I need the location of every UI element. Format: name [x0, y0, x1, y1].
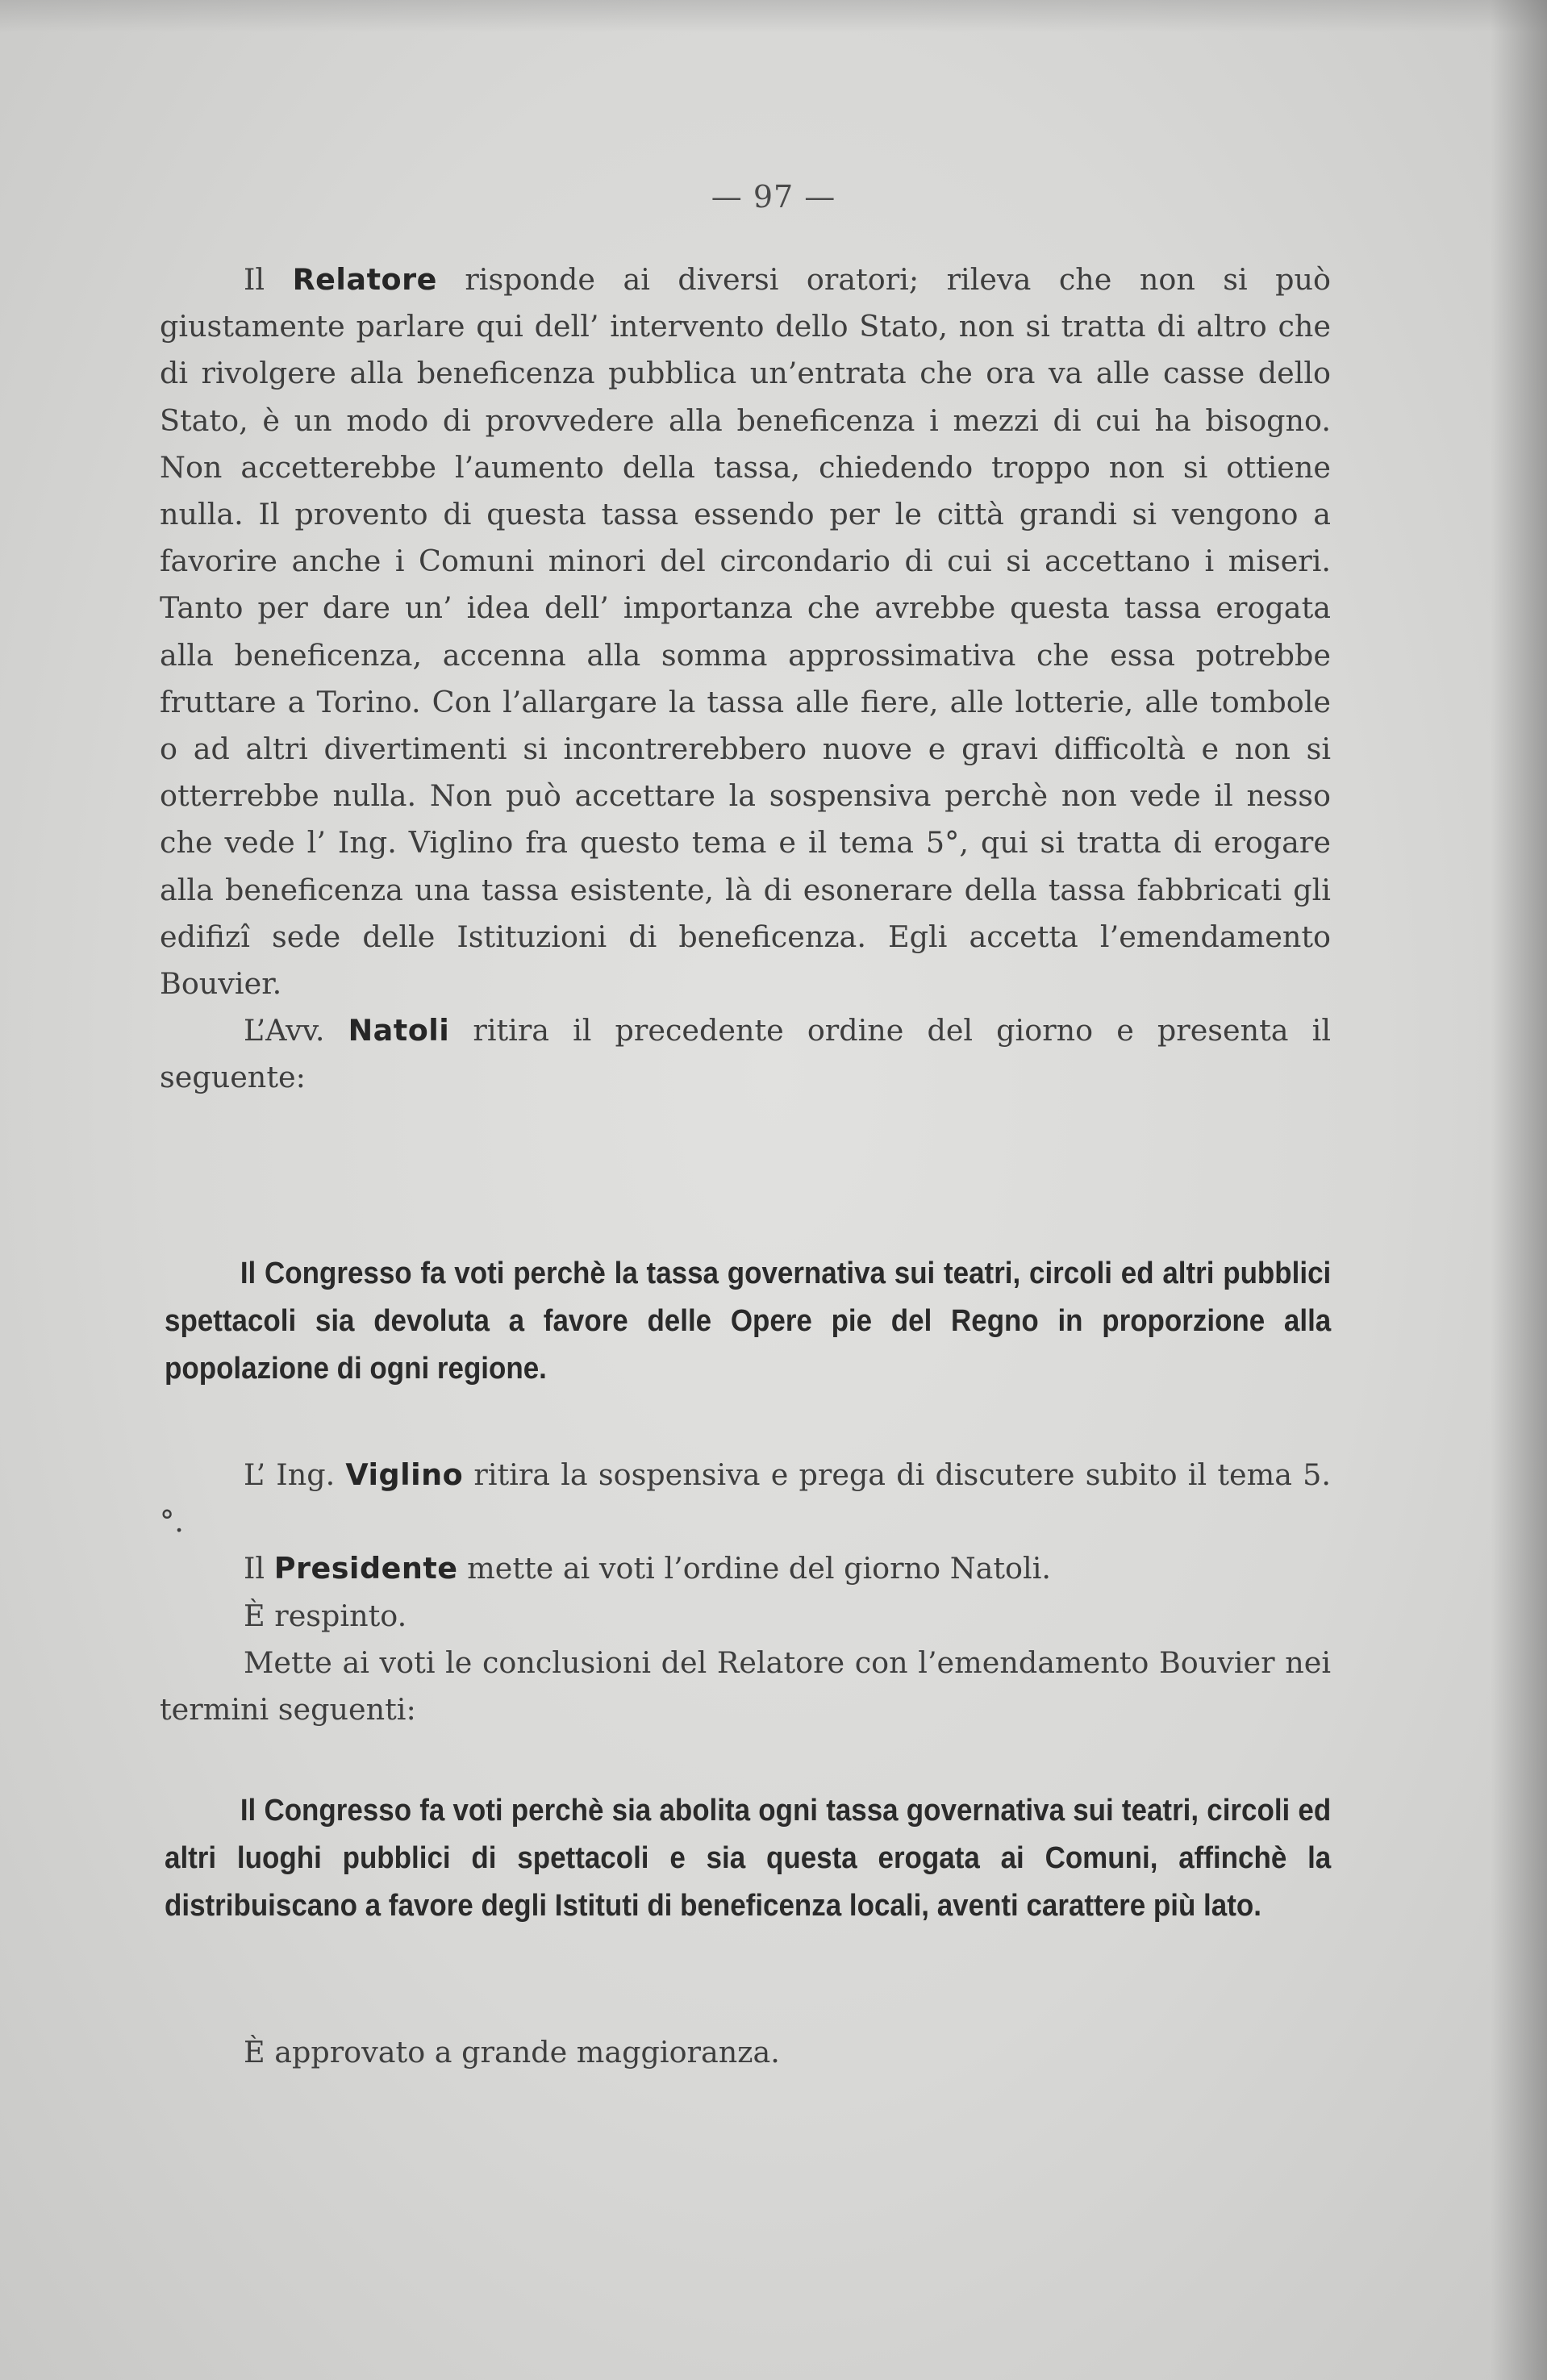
discussion-block-2: [160, 1452, 1331, 1733]
discussion-block-1: [160, 256, 1331, 1102]
discussion-block-3: [160, 2029, 1331, 2076]
paragraph-prefix: Il: [244, 262, 293, 297]
paragraph-prefix: L’ Ing.: [244, 1457, 346, 1492]
speaker-name-viglino: Viglino: [345, 1457, 464, 1492]
speaker-name-natoli: Natoli: [348, 1013, 450, 1048]
paragraph-viglino: [160, 1452, 1331, 1545]
page-top-shadow: [0, 0, 1547, 32]
paragraph-prefix: Il: [244, 1551, 274, 1586]
speaker-name-relatore: Relatore: [292, 262, 437, 297]
paragraph-text: risponde ai diversi oratori; rileva che non si può giustamente parlare qui dell’ intervento dello Stato, non si tratta di altro che di rivolgere alla beneficenza pubblica un’entrata che ora va alle casse dello Stato, è un modo di provvedere alla beneficenza i mezzi di cui ha bisogno. Non accetterebbe l’aumento della tassa, chiedendo troppo non si ottiene nulla. Il provento di questa tassa essendo per le città grandi si vengono a favorire anche i Comuni minori del circondario di cui si accettano i miseri. Tanto per dare un’ idea dell’ importanza che avrebbe questa tassa erogata alla beneficenza, accenna alla somma approssimativa che essa potrebbe fruttare a Torino. Con l’allargare la tassa alle fiere, alle lotterie, alle tombole o ad altri divertimenti si incontrerebbero nuove e gravi difficoltà e non si otterrebbe nulla. Non può accettare la sospensiva perchè non vede il nesso che vede l’ Ing. Viglino fra questo tema e il tema 5°, qui si tratta di erogare alla beneficenza una tassa esistente, là di esonerare della tassa fabbricati gli edifizî sede delle Istituzioni di beneficenza. Egli accetta l’emendamento Bouvier.: [160, 262, 1331, 1002]
paragraph-relatore: [160, 256, 1331, 1007]
paragraph-conclusion: È approvato a grande maggioranza.: [244, 2035, 780, 2069]
paragraph-text: mette ai voti l’ordine del giorno Natoli.: [457, 1551, 1051, 1586]
page-number: — 97 —: [711, 179, 836, 215]
paragraph-presidente: [160, 1545, 1331, 1592]
motion-natoli: [165, 1250, 1331, 1393]
paragraph-respinto: È respinto.: [244, 1598, 407, 1633]
paragraph-text: ritira la sospensiva e prega di discutere subito il tema 5.°.: [160, 1457, 1331, 1540]
motion-text: Il Congresso fa voti perchè la tassa governativa sui teatri, circoli ed altri pubblici spettacoli sia devoluta a favore delle Opere pie del Regno in proporzione alla popolazione di ogni regione.: [165, 1257, 1332, 1386]
speaker-name-presidente: Presidente: [273, 1551, 458, 1586]
motion-text: Il Congresso fa voti perchè sia abolita ogni tassa governativa sui teatri, circoli ed altri luoghi pubblici di spettacoli e sia questa erogata ai Comuni, affinchè la distribuiscano a favore degli Istituti di beneficenza locali, aventi carattere più lato.: [165, 1794, 1332, 1923]
paragraph-text: ritira il precedente ordine del giorno e presenta il seguente:: [160, 1013, 1331, 1095]
paragraph-prefix: L’Avv.: [244, 1013, 348, 1048]
paragraph-natoli: [160, 1007, 1331, 1101]
motion-relatore-bouvier: [165, 1787, 1331, 1930]
page-edge-shadow: [1491, 0, 1547, 2380]
paragraph-mette-ai-voti: Mette ai voti le conclusioni del Relatore con l’emendamento Bouvier nei termini seguenti:: [160, 1644, 1331, 1728]
